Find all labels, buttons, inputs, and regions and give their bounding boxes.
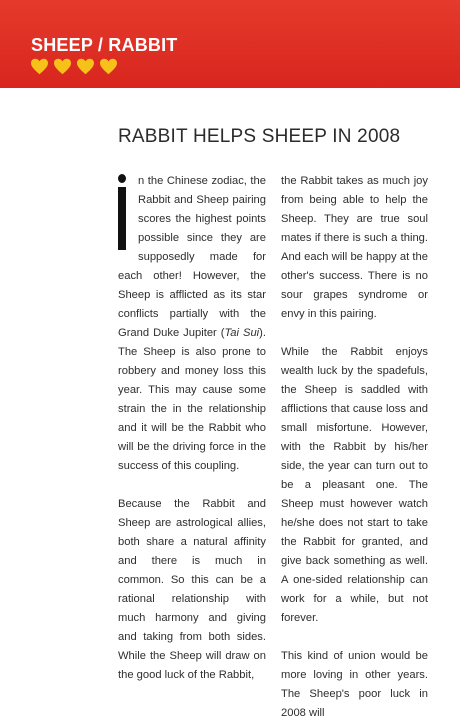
article-paragraph: While the Rabbit enjoys wealth luck by the spadefuls, the Sheep is saddled with afflictions that cause loss and small misfortune. However, with the Rabbit by his/her side, the year can turn out to be a pleasant one. The Sheep must however watch he/she does not start to take the Rabbit for granted, and give back something as well. A one-sided relationship can work for a while, but not forever. [281, 346, 428, 624]
italic-term: Tai Sui [224, 327, 260, 339]
page-section-title: SHEEP / RABBIT [31, 35, 178, 55]
article-paragraph: This kind of union would be more loving in other years. The Sheep's poor luck in 2008 will [281, 650, 428, 719]
drop-cap-letter-i [118, 174, 125, 250]
heart-icon [99, 58, 118, 75]
drop-cap [118, 174, 130, 250]
heart-icon [30, 58, 49, 75]
article-column-right [281, 172, 428, 723]
paragraph-text: ). The Sheep is also prone to robbery and money loss this year. This may cause some strain the in the relationship and it will be the Rabbit who will be the driving force in the success of this coupling. [118, 327, 266, 472]
paragraph-text: n the Chinese zodiac, the Rabbit and Sheep pairing scores the highest points possible since they are supposedly made for each other! However, the Sheep is afflicted as its star conflicts partially with the Grand Duke Jupiter ( [118, 175, 266, 339]
heart-icon [76, 58, 95, 75]
article-headline: RABBIT HELPS SHEEP IN 2008 [118, 126, 401, 147]
header-banner [0, 0, 460, 88]
article-paragraph [118, 172, 266, 476]
article-paragraph: the Rabbit takes as much joy from being able to help the Sheep. They are true soul mates if there is such a thing. And each will be happy at the other's success. There is no sour grapes syndrome or envy in this pairing. [281, 175, 428, 320]
article-column-left [118, 172, 266, 685]
article-paragraph: Because the Rabbit and Sheep are astrological allies, both share a natural affinity and there is much in common. So this can be a rational relationship with much harmony and giving and taking from both sides. While the Sheep will draw on the good luck of the Rabbit, [118, 498, 266, 681]
heart-icon [53, 58, 72, 75]
compatibility-hearts [30, 58, 118, 76]
